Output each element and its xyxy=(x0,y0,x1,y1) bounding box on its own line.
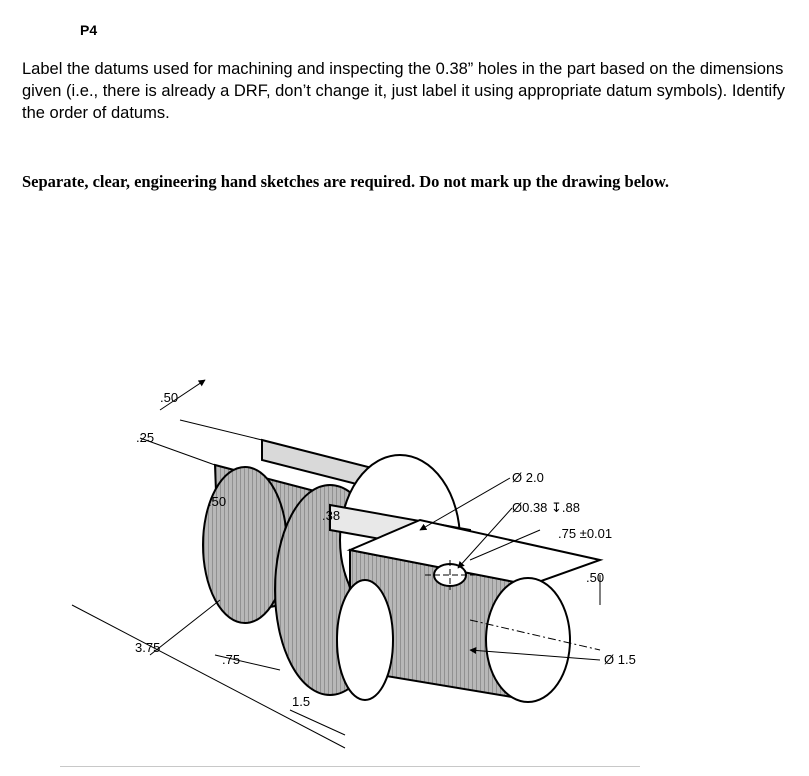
dim-hole-038: Ø0.38 ↧.88 xyxy=(512,500,580,515)
dim-075: .75 xyxy=(222,652,241,667)
dim-15: 1.5 xyxy=(292,694,311,709)
dim-050-right: .50 xyxy=(586,570,605,585)
dim-375: 3.75 xyxy=(135,640,161,655)
part-drawing xyxy=(0,360,809,776)
requirement-text: Separate, clear, engineering hand sketches are required. Do not mark up the drawing below. xyxy=(22,172,670,191)
bottom-rule xyxy=(60,766,640,767)
problem-id: P4 xyxy=(80,22,98,38)
dim-050-top: .50 xyxy=(160,390,179,405)
dim-025: .25 xyxy=(136,430,155,445)
dim-038: .38 xyxy=(322,508,341,523)
right-cylinder xyxy=(337,520,600,702)
instructions-text: Label the datums used for machining and inspecting the 0.38” holes in the part based on the dimensions given (i.e., there is already a DRF, don’t change it, just label it using appropriate datum symbols). Identify the order of datums. xyxy=(22,60,786,122)
dim-075-tol: .75 ±0.01 xyxy=(558,526,613,541)
dim-050-slot: .50 xyxy=(208,494,227,509)
dim-dia-15: Ø 1.5 xyxy=(604,652,636,667)
dim-dia-20: Ø 2.0 xyxy=(512,470,544,485)
